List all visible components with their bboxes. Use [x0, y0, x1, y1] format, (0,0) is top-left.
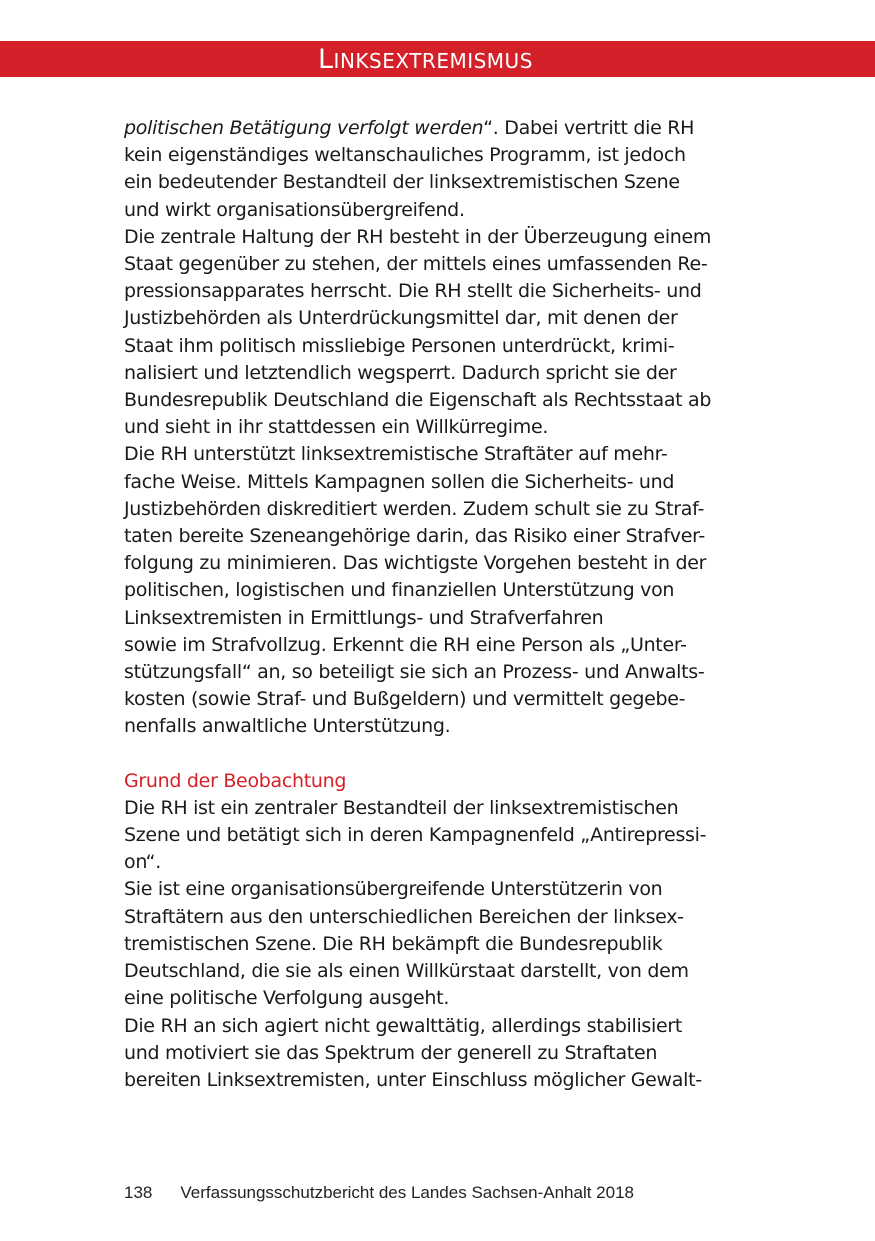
paragraph-4 [124, 795, 764, 877]
text-line: Die RH ist ein zentraler Bestandteil der linksextremistischen [124, 796, 679, 819]
section-spacer [124, 741, 764, 768]
text-line: nenfalls anwaltliche Unterstützung. [124, 715, 451, 738]
text-line: Linksextremisten in Ermittlungs- und Strafverfahren [124, 606, 604, 629]
page-footer [124, 1183, 634, 1203]
text-line: nalisiert und letztendlich wegsperrt. Dadurch spricht sie der [124, 361, 677, 384]
paragraph-5 [124, 876, 764, 1012]
paragraph-2 [124, 224, 764, 442]
section-heading: Grund der Beobachtung [124, 769, 347, 792]
text-line: Staat gegenüber zu stehen, der mittels eines umfassenden Re- [124, 253, 708, 276]
text-line: folgung zu minimieren. Das wichtigste Vorgehen besteht in der [124, 552, 707, 575]
text-line: Die RH an sich agiert nicht gewalttätig, allerdings stabilisiert [124, 1014, 683, 1037]
text-line: Szene und betätigt sich in deren Kampagnenfeld „Antirepressi- [124, 824, 707, 847]
text-line: kein eigenständiges weltanschauliches Programm, ist jedoch [124, 144, 686, 167]
text-line: eine politische Verfolgung ausgeht. [124, 987, 450, 1010]
text-line: pressionsapparates herrscht. Die RH stellt die Sicherheits- und [124, 280, 702, 303]
text-line: stützungsfall“ an, so beteiligt sie sich an Prozess- und Anwalts- [124, 661, 705, 684]
paragraph-1 [124, 115, 764, 224]
text-line: Die RH unterstützt linksextremistische Straftäter auf mehr- [124, 443, 668, 466]
text-line: Justizbehörden diskreditiert werden. Zudem schult sie zu Straf- [124, 497, 705, 520]
publication-title: Verfassungsschutzbericht des Landes Sachsen-Anhalt 2018 [180, 1183, 635, 1202]
paragraph-3 [124, 441, 764, 740]
text-line: sowie im Strafvollzug. Erkennt die RH eine Person als „Unter- [124, 633, 687, 656]
text-line: Staat ihm politisch missliebige Personen unterdrückt, krimi- [124, 334, 675, 357]
text-line: politischen Betätigung verfolgt werden“. Dabei vertritt die RH [124, 117, 695, 139]
text-line: Bundesrepublik Deutschland die Eigenschaft als Rechtsstaat ab [124, 389, 712, 412]
text-line: bereiten Linksextremisten, unter Einschluss möglicher Gewalt- [124, 1068, 702, 1091]
text-line: fache Weise. Mittels Kampagnen sollen die Sicherheits- und [124, 470, 675, 493]
text-line: politischen, logistischen und finanziellen Unterstützung von [124, 579, 675, 602]
text-line: Justizbehörden als Unterdrückungsmittel dar, mit denen der [124, 307, 678, 330]
text-line: taten bereite Szeneangehörige darin, das Risiko einer Strafver- [124, 525, 705, 548]
body-text [124, 115, 764, 1094]
text-line: kosten (sowie Straf- und Bußgeldern) und vermittelt gegebe- [124, 688, 686, 711]
text-line: und wirkt organisationsübergreifend. [124, 198, 465, 221]
text-line: ein bedeutender Bestandteil der linksextremistischen Szene [124, 171, 680, 194]
text-line: tremistischen Szene. Die RH bekämpft die Bundesrepublik [124, 932, 663, 955]
text-line: und sieht in ihr stattdessen ein Willkürregime. [124, 416, 549, 439]
text-line: Straftätern aus den unterschiedlichen Bereichen der linksex- [124, 905, 684, 928]
text-line: Sie ist eine organisationsübergreifende Unterstützerin von [124, 878, 663, 901]
paragraph-6 [124, 1013, 764, 1095]
text-line: und motiviert sie das Spektrum der generell zu Straftaten [124, 1041, 658, 1064]
page-number: 138 [124, 1183, 153, 1202]
text-line: Die zentrale Haltung der RH besteht in der Überzeugung einem [124, 225, 712, 248]
chapter-title: LINKSEXTREMISMUS [318, 44, 533, 75]
text-line: Deutschland, die sie als einen Willkürstaat darstellt, von dem [124, 960, 689, 983]
text-line: on“. [124, 851, 161, 874]
